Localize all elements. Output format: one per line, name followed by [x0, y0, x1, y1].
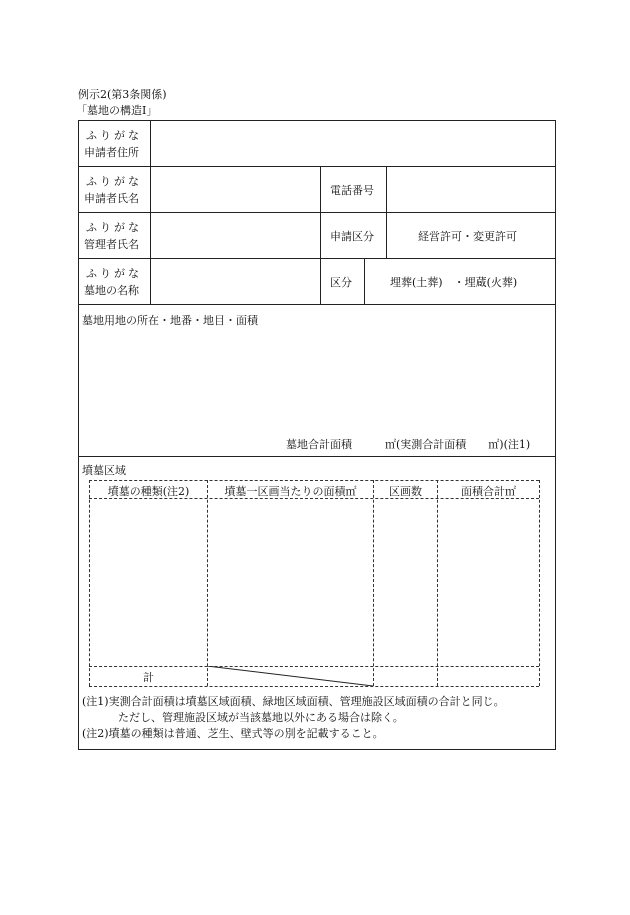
site-label: 墓地用地の所在・地番・地目・面積 [82, 314, 258, 327]
diagonal-strike-line [207, 666, 373, 686]
site-input[interactable] [80, 330, 554, 430]
form-reference: 例示2(第3条関係) [78, 88, 167, 101]
applicant-address-input[interactable] [152, 121, 554, 165]
area-per-plot-cell[interactable] [209, 500, 372, 664]
category-value[interactable]: 埋葬(土葬) ・埋蔵(火葬) [390, 276, 518, 289]
grave-table-border [89, 480, 90, 686]
col-header-plot-count: 区画数 [389, 485, 422, 498]
grave-table-col-divider [437, 480, 438, 686]
applicant-address-label: 申請者住所 [84, 146, 139, 159]
note-1-line-2: ただし、管理施設区域が当該墓地以外にある場合は除く。 [118, 711, 404, 724]
grave-table-border [539, 480, 540, 686]
grave-table-border [89, 686, 539, 687]
category-column-divider [364, 258, 365, 304]
manager-name-input[interactable] [152, 213, 318, 257]
grave-table-col-divider [373, 480, 374, 686]
ruby-label: ふりがな [86, 175, 142, 188]
manager-name-label: 管理者氏名 [84, 238, 139, 251]
application-type-value[interactable]: 経営許可・変更許可 [418, 230, 517, 243]
form-title: 「墓地の構造Ⅰ」 [76, 104, 158, 117]
grave-type-cell[interactable] [91, 500, 206, 664]
cemetery-name-label: 墓地の名称 [84, 284, 139, 297]
note-1-line-1: (注1)実測合計面積は墳墓区域面積、緑地区域面積、管理施設区域面積の合計と同じ。 [82, 695, 505, 708]
plot-count-cell[interactable] [375, 500, 436, 664]
total-area-cell[interactable] [439, 500, 538, 664]
row-divider [78, 304, 556, 305]
value-column-divider [386, 166, 387, 258]
col-header-grave-type: 墳墓の種類(注2) [107, 485, 190, 498]
note-2: (注2)墳墓の種類は普通、芝生、壁式等の別を記載すること。 [82, 727, 384, 740]
category-label: 区分 [330, 276, 352, 289]
col-header-area-per-plot: 墳墓一区画当たりの面積㎡ [224, 485, 357, 498]
ruby-label: ふりがな [86, 221, 142, 234]
grave-table-col-divider [207, 480, 208, 686]
grave-table-border [89, 480, 539, 481]
total-area-sum-cell[interactable] [439, 668, 538, 684]
ruby-label: ふりがな [86, 129, 142, 142]
total-plot-count-cell[interactable] [375, 668, 436, 684]
total-area-text: 墓地合計面積 ㎡(実測合計面積 ㎡)(注1) [286, 438, 531, 451]
applicant-name-label: 申請者氏名 [84, 192, 139, 205]
application-type-label: 申請区分 [330, 230, 374, 243]
grave-area-label: 墳墓区域 [82, 464, 126, 477]
phone-label: 電話番号 [330, 184, 374, 197]
cemetery-name-input[interactable] [152, 259, 318, 303]
total-row-diagonal [207, 666, 373, 686]
col-header-total-area: 面積合計㎡ [461, 485, 516, 498]
mid-column-divider [320, 166, 321, 304]
phone-input[interactable] [388, 167, 554, 211]
total-row-label: 計 [143, 671, 154, 684]
row-divider [78, 456, 556, 457]
label-column-divider [150, 120, 151, 304]
ruby-label: ふりがな [86, 267, 142, 280]
applicant-name-input[interactable] [152, 167, 318, 211]
